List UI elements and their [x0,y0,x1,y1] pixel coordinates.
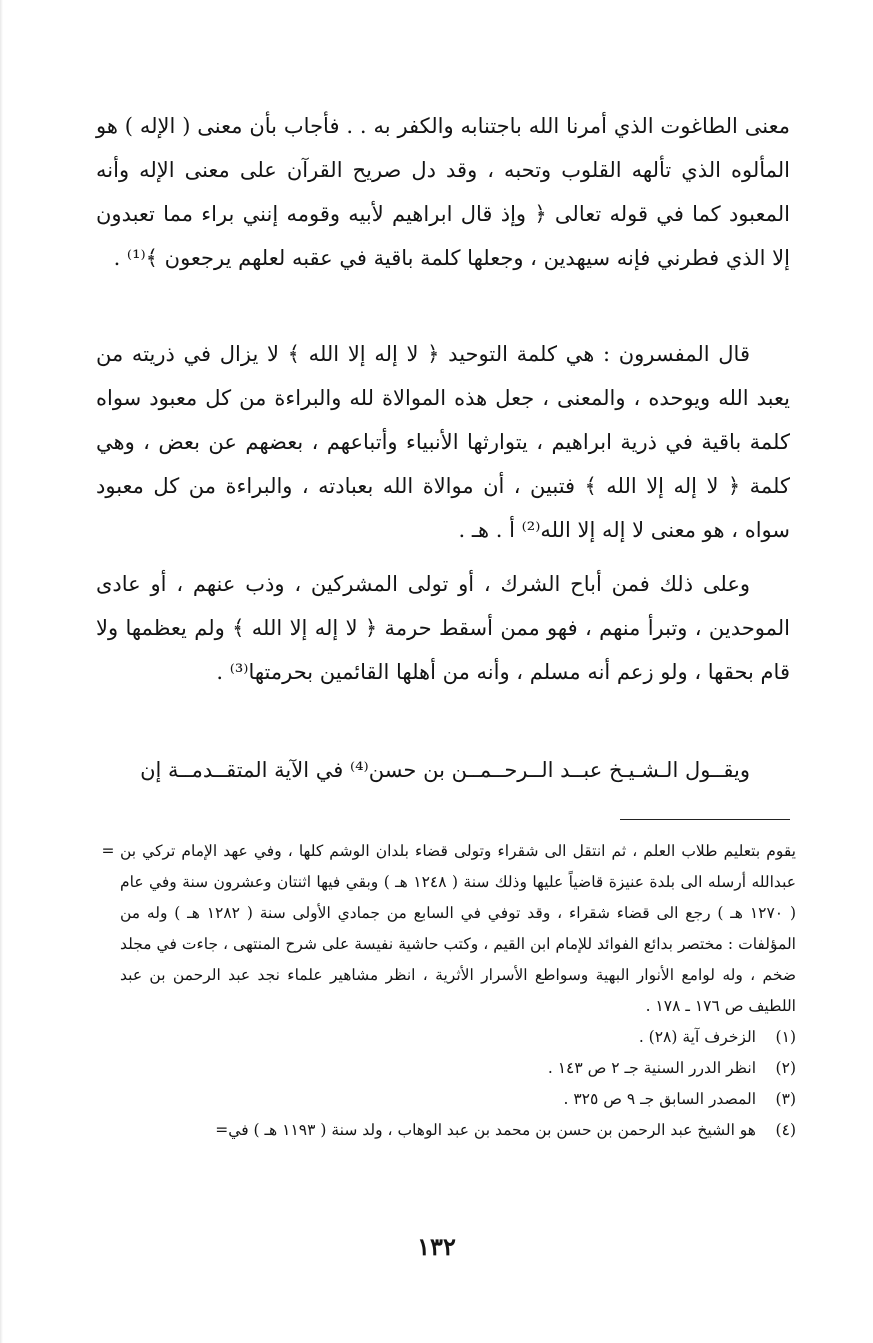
paragraph-text: ويقــول الـشـيـخ عبــد الــرحــمــن بن حسن⁽⁴⁾ في الآية المتقــدمــة إن [140,758,750,782]
footnote-4 [96,1115,796,1146]
footnote-continuation-text: يقوم بتعليم طلاب العلم ، ثم انتقل الى شقراء وتولى قضاء بلدان الوشم كلها ، وفي عهد الإمام تركي بن عبدالله أرسله الى بلدة عنيزة قاضياً عليها وذلك سنة ( ١٢٤٨ هـ ) وبقي فيها اثنتان وعشرون سنة وفي عام ( ١٢٧٠ هـ ) رجع الى قضاء شقراء ، وقد توفي في السابع من جمادي الأولى سنة ( ١٢٨٢ هـ ) وله من المؤلفات : مختصر بدائع الفوائد للإمام ابن القيم ، وكتب حاشية نفيسة على شرح المنتهى ، جاءت في مجلد ضخم ، وله لوامع الأنوار البهية وسواطع الأسرار الأثرية ، انظر مشاهير علماء نجد عبد الرحمن بن عبد اللطيف ص ١٧٦ ـ ١٧٨ . [120,842,796,1015]
footnote-continuation [96,836,796,1022]
paragraph-text: معنى الطاغوت الذي أمرنا الله باجتنابه والكفر به . . فأجاب بأن معنى ( الإله ) هو المألوه الذي تألهه القلوب وتحبه ، وقد دل صريح القرآن على معنى الإله وأنه المعبود كما في قوله تعالى ﴿ وإذ قال ابراهيم لأبيه وقومه إنني براء مما تعبدون إلا الذي فطرني فإنه سيهدين ، وجعلها كلمة باقية في عقبه لعلهم يرجعون ﴾⁽¹⁾ . [96,114,790,270]
footnote-number: (٤) [775,1121,796,1139]
footnote-number: (٣) [775,1090,796,1108]
paragraph-text: وعلى ذلك فمن أباح الشرك ، أو تولى المشركين ، وذب عنهم ، أو عادى الموحدين ، وتبرأ منهم ، فهو ممن أسقط حرمة ﴿ لا إله إلا الله ﴾ ولم يعظمها ولا قام بحقها ، ولو زعم أنه مسلم ، وأنه من أهلها القائمين بحرمتها⁽³⁾ . [96,572,790,684]
footnote-2 [96,1053,796,1084]
body-paragraph-4 [96,748,790,792]
footnote-1 [96,1022,796,1053]
body-paragraph-1 [96,104,790,280]
footnote-text: الزخرف آية (٢٨) . [638,1028,756,1046]
body-paragraph-2 [96,332,790,552]
footnote-text: المصدر السابق جـ ٩ ص ٣٢٥ . [563,1090,756,1108]
body-paragraph-3 [96,562,790,694]
scan-edge-shadow [0,0,3,1343]
footnote-number: (١) [775,1028,796,1046]
footnote-text: انظر الدرر السنية جـ ٢ ص ١٤٣ . [547,1059,756,1077]
paragraph-text: قال المفسرون : هي كلمة التوحيد ﴿ لا إله إلا الله ﴾ لا يزال في ذريته من يعبد الله ويوحده ، والمعنى ، جعل هذه الموالاة لله والبراءة من كل معبود سواه كلمة باقية في ذرية ابراهيم ، يتوارثها الأنبياء وأتباعهم ، بعضهم عن بعض ، وهي كلمة ﴿ لا إله إلا الله ﴾ فتبين ، أن موالاة الله بعبادته ، والبراءة من كل معبود سواه ، هو معنى لا إله إلا الله⁽²⁾ أ . هـ . [96,342,790,542]
footnote-text: هو الشيخ عبد الرحمن بن حسن بن محمد بن عبد الوهاب ، ولد سنة ( ١١٩٣ هـ ) في= [215,1121,756,1139]
footnotes-section [96,836,796,1146]
footnote-3 [96,1084,796,1115]
footnote-separator-rule [620,819,790,820]
continuation-mark: = [101,842,115,860]
page-number: ١٣٢ [417,1232,456,1261]
footnote-number: (٢) [775,1059,796,1077]
